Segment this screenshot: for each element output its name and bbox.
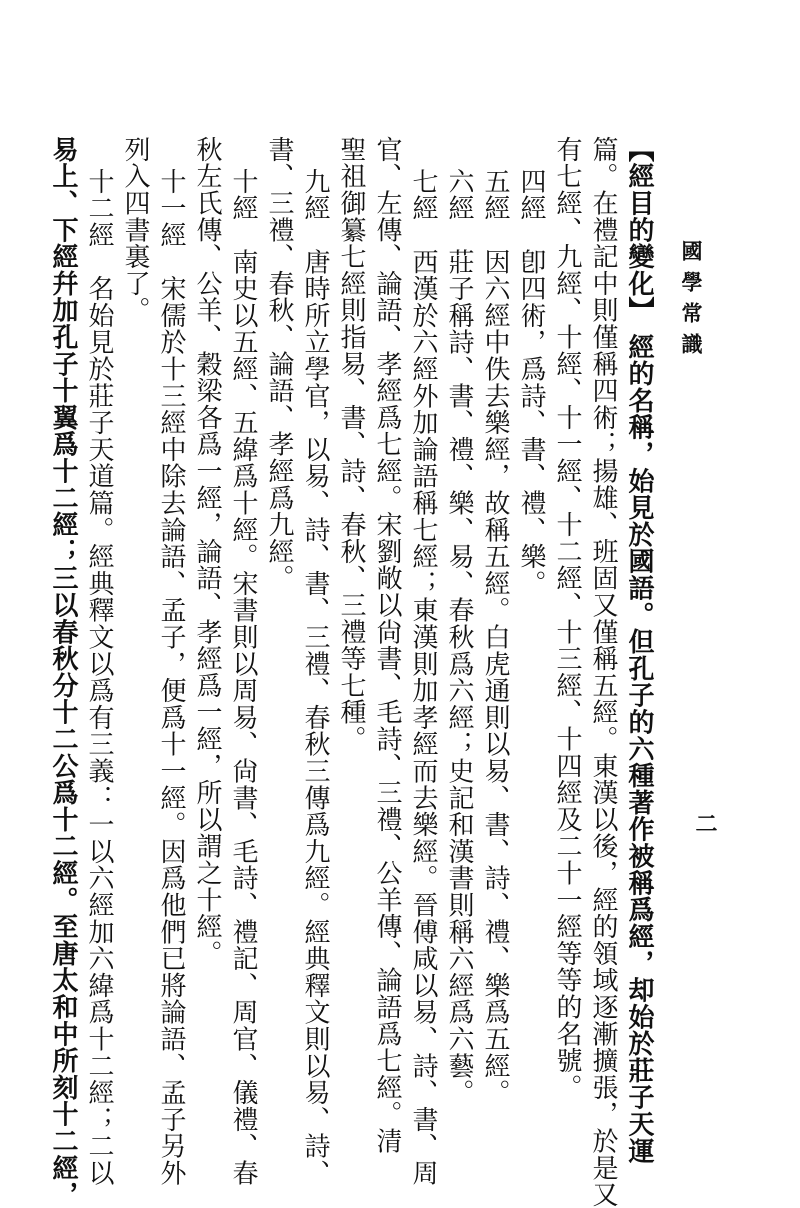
text-column-2: 篇。在禮記中則僅稱四術；揚雄、班固又僅稱五經。東漢以後，經的領域逐漸擴張，於是又 (588, 136, 618, 1208)
text-column-11: 書、三禮、春秋、論語、孝經爲九經。 (264, 136, 294, 592)
text-column-14: 十一經 宋儒於十三經中除去論語、孟子，便爲十一經。因爲他們已將論語、孟子另外 (156, 168, 186, 1187)
text-column-6: 六經 莊子稱詩、書、禮、樂、易、春秋爲六經；史記和漢書則稱六經爲六藝。 (444, 168, 474, 1106)
text-column-9: 聖祖御纂七經則指易、書、詩、春秋、三禮等七種。 (336, 136, 366, 753)
text-column-12: 十經 南史以五經、五緯爲十經。宋書則以周易、尙書、毛詩、禮記、周官、儀禮、春 (228, 168, 258, 1187)
text-column-16: 十二經 名始見於莊子天道篇。經典釋文以爲有三義：一以六經加六緯爲十二經；二以 (84, 168, 114, 1187)
text-column-7: 七經 西漢於六經外加論語稱七經；東漢則加孝經而去樂經。晉傅咸以易、詩、書、周 (408, 168, 438, 1187)
text-column-1: 【經目的變化】 經的名稱，始見於國語。但孔子的六種著作被稱爲經，却始於莊子天運 (624, 136, 654, 1165)
text-column-5: 五經 因六經中佚去樂經，故稱五經。白虎通則以易、書、詩、禮、樂爲五經。 (480, 168, 510, 1106)
text-column-15: 列入四書裏了。 (120, 136, 150, 324)
text-column-8: 官、左傳、論語、孝經爲七經。宋劉敞以尙書、毛詩、三禮、公羊傳、論語爲七經。清 (372, 136, 402, 1155)
text-column-17: 易上、下經幷加孔子十翼爲十二經；三以春秋分十二公爲十二經。至唐太和中所刻十二經， (48, 136, 78, 1208)
running-header: 國學常識 (679, 240, 704, 364)
text-column-3: 有七經、九經、十經、十一經、十二經、十三經、十四經及二十一經等等的名號。 (552, 136, 582, 1101)
text-column-4: 四經 卽四術，爲詩、書、禮、樂。 (516, 168, 546, 597)
page-number: 二 (692, 812, 718, 834)
text-column-10: 九經 唐時所立學官，以易、詩、書、三禮、春秋三傳爲九經。經典釋文則以易、詩、 (300, 168, 330, 1187)
text-column-13: 秋左氏傳、公羊、穀梁各爲一經，論語、孝經爲一經，所以謂之十經。 (192, 136, 222, 967)
